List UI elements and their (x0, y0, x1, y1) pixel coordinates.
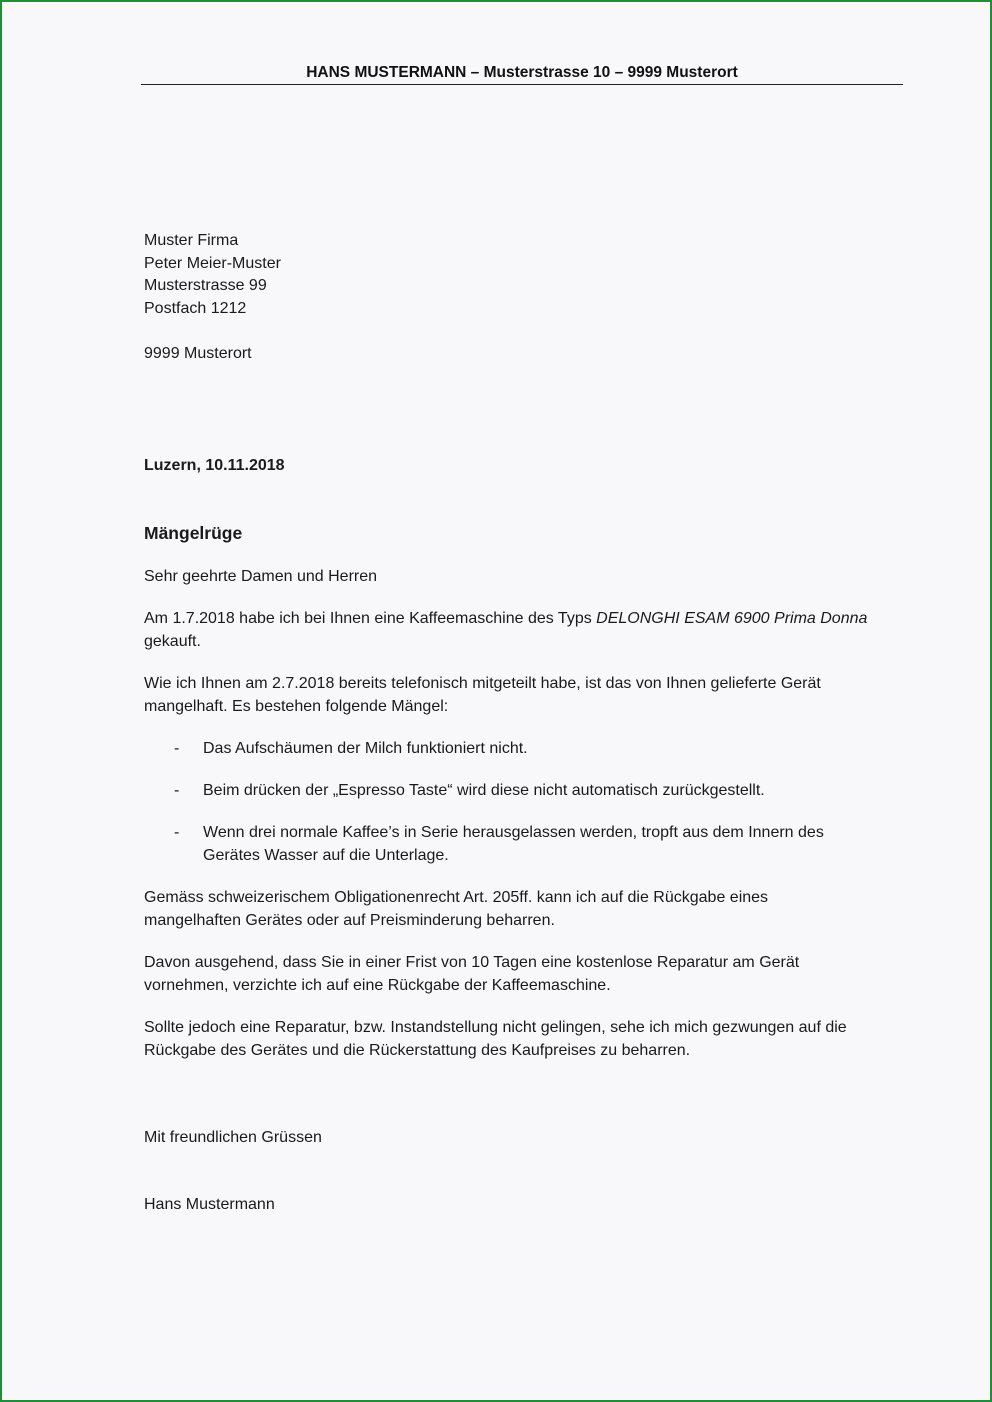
paragraph-legal-line2: mangelhaften Gerätes oder auf Preisminderung beharren. (144, 912, 555, 929)
defect-text: Beim drücken der „Espresso Taste“ wird diese nicht automatisch zurückgestellt. (203, 782, 765, 799)
letterhead: HANS MUSTERMANN – Musterstrasse 10 – 9999 Musterort (306, 64, 738, 81)
paragraph-repair-line2: vornehmen, verzichte ich auf eine Rückgabe der Kaffeemaschine. (144, 977, 611, 994)
salutation: Sehr geehrte Damen und Herren (144, 568, 378, 585)
paragraph-purchase-text: Am 1.7.2018 habe ich bei Ihnen eine Kaffeemaschine des Typs (144, 610, 597, 627)
recipient-pobox: Postfach 1212 (144, 300, 247, 317)
closing: Mit freundlichen Grüssen (144, 1129, 322, 1146)
defect-text: Wenn drei normale Kaffee’s in Serie herausgelassen werden, tropft aus dem Innern des (203, 824, 824, 841)
recipient-company: Muster Firma (144, 232, 239, 249)
defect-text: Gerätes Wasser auf die Unterlage. (203, 847, 449, 864)
paragraph-refund-line1: Sollte jedoch eine Reparatur, bzw. Instandstellung nicht gelingen, sehe ich mich gezwungen auf die (144, 1019, 847, 1036)
paragraph-defects-intro-line1: Wie ich Ihnen am 2.7.2018 bereits telefonisch mitgeteilt habe, ist das von Ihnen gelieferte Gerät (144, 675, 821, 692)
product-name: DELONGHI ESAM 6900 Prima Donna (596, 610, 868, 627)
signature-name: Hans Mustermann (144, 1196, 275, 1213)
paragraph-repair-line1: Davon ausgehend, dass Sie in einer Frist von 10 Tagen eine kostenlose Reparatur am Gerät (144, 954, 800, 971)
recipient-person: Peter Meier-Muster (144, 255, 281, 272)
letterhead-divider (141, 84, 903, 85)
paragraph-legal-line1: Gemäss schweizerischem Obligationenrecht Art. 205ff. kann ich auf die Rückgabe eines (144, 889, 769, 906)
list-dash: - (174, 782, 180, 799)
place-date: Luzern, 10.11.2018 (144, 457, 285, 474)
list-dash: - (174, 824, 180, 841)
recipient-street: Musterstrasse 99 (144, 277, 267, 294)
paragraph-defects-intro-line2: mangelhaft. Es bestehen folgende Mängel: (144, 698, 449, 715)
paragraph-refund-line2: Rückgabe des Gerätes und die Rückerstattung des Kaufpreises zu beharren. (144, 1042, 691, 1059)
paragraph-purchase (144, 608, 889, 631)
paragraph-purchase-end: gekauft. (144, 633, 201, 650)
letter-subject: Mängelrüge (144, 523, 243, 543)
defect-text: Das Aufschäumen der Milch funktioniert nicht. (203, 740, 528, 757)
list-dash: - (174, 740, 180, 757)
recipient-city: 9999 Musterort (144, 345, 252, 362)
